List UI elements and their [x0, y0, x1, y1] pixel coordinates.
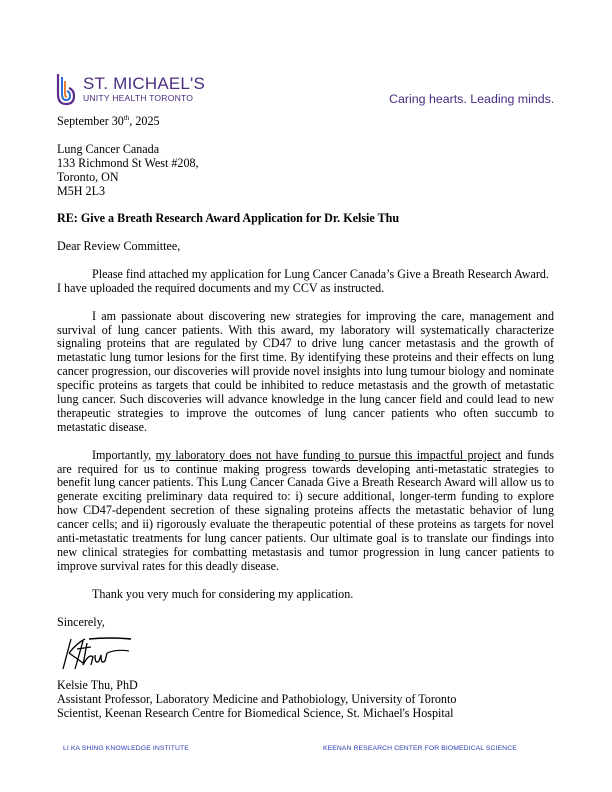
recipient-address [57, 143, 554, 199]
closing: Sincerely, [57, 614, 105, 629]
tagline: Caring hearts. Leading minds. [389, 92, 555, 106]
logo-subtitle: UNITY HEALTH TORONTO [83, 93, 194, 104]
recipient-city: Toronto, ON [57, 169, 119, 184]
unity-health-logo-icon [55, 72, 77, 106]
underlined-funding-statement: my laboratory does not have funding to pursue this impactful project [155, 447, 502, 462]
handwritten-signature-icon [59, 635, 134, 673]
signer-name: Kelsie Thu, PhD [57, 678, 138, 693]
letter-date: September 30th, 2025 [57, 113, 160, 128]
letter-body [57, 115, 554, 721]
logo-title: ST. MICHAEL'S [83, 74, 206, 94]
signer-title-1: Assistant Professor, Laboratory Medicine and Pathobiology, University of Toronto [57, 692, 457, 707]
paragraph-4: Thank you very much for considering my application. [92, 586, 354, 601]
recipient-postal: M5H 2L3 [57, 183, 106, 198]
footer-right: KEENAN RESEARCH CENTER FOR BIOMEDICAL SCIENCE [323, 745, 517, 752]
st-michaels-logo [55, 72, 205, 106]
paragraph-3: Importantly, my laboratory does not have funding to pursue this impactful project and funds are required for us to continue making progress towards developing anti-metastatic strategies to benefit lung cancer patients. This Lung Cancer Canada Give a Breath Research Award will allow us to generate exciting preliminary data required to: i) secure additional, longer-term funding to explore how CD47-dependent secretion of these signaling proteins affects the metastatic behavior of lung cancer cells; and ii) rigorously evaluate the therapeutic potential of these proteins as targets for novel anti-metastatic treatments for lung cancer patients. Our ultimate goal is to translate our findings into new clinical strategies for combatting metastasis and tumor progression in lung cancer patients to improve survival rates for this deadly disease. [57, 447, 554, 573]
recipient-name: Lung Cancer Canada [57, 141, 160, 156]
recipient-street: 133 Richmond St West #208, [57, 155, 199, 170]
signature [57, 629, 554, 679]
signer-title-2: Scientist, Keenan Research Centre for Biomedical Science, St. Michael's Hospital [57, 706, 454, 721]
paragraph-2: I am passionate about discovering new strategies for improving the care, management and survival of lung cancer patients. With this award, my laboratory will systematically characterize signaling proteins that are regulated by CD47 to drive lung cancer metastasis and the growth of metastatic lung tumor lesions for the first time. By identifying these proteins and their effects on lung cancer progression, our discoveries will provide novel insights into lung tumour biology and nominate specific proteins as targets that could be inhibited to reduce metastasis and the growth of metastatic lung cancer. Such discoveries will advance knowledge in the lung cancer field and could lead to new therapeutic strategies to improve the outcomes of lung cancer patients who often succumb to metastatic disease. [57, 308, 554, 434]
subject-line: RE: Give a Breath Research Award Application for Dr. Kelsie Thu [57, 211, 400, 226]
paragraph-1: Please find attached my application for Lung Cancer Canada’s Give a Breath Research Award. I have uploaded the required documents and my CCV as instructed. [57, 266, 549, 295]
salutation: Dear Review Committee, [57, 239, 181, 254]
footer-left: LI KA SHING KNOWLEDGE INSTITUTE [63, 745, 189, 752]
